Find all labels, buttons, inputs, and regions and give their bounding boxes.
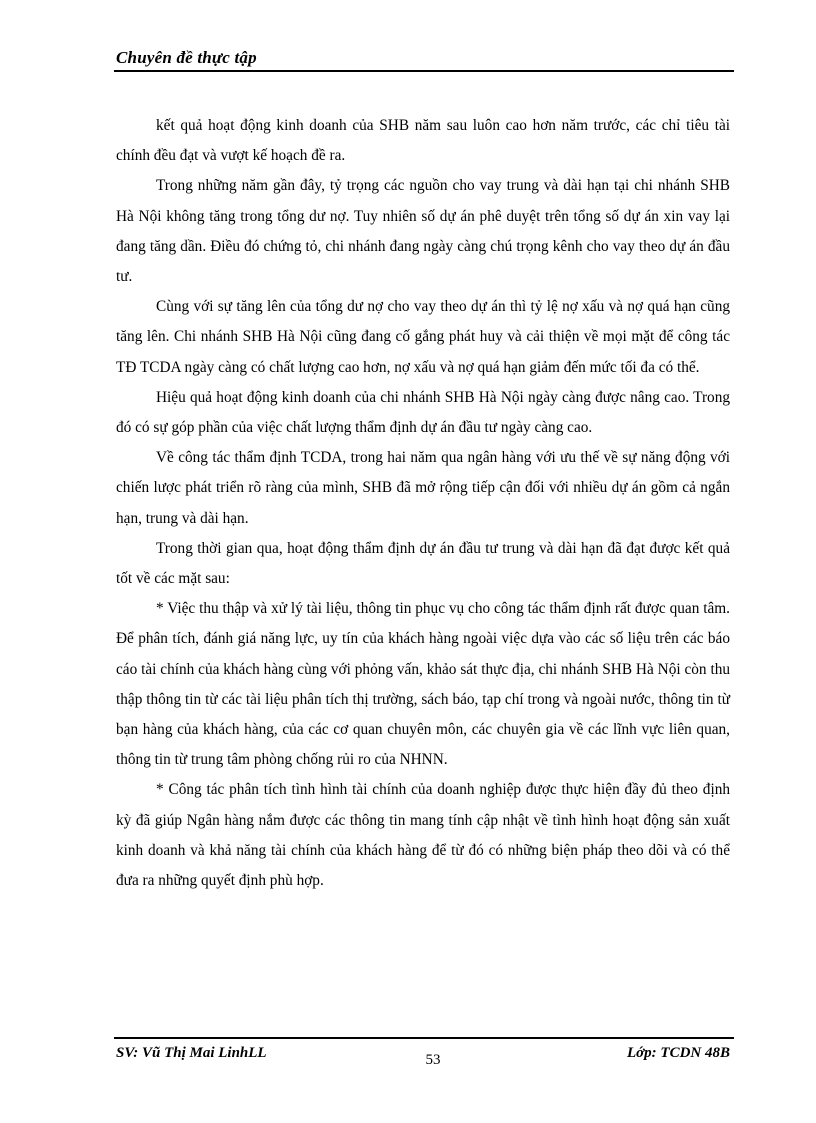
paragraph-6: Trong thời gian qua, hoạt động thẩm định dự án đầu tư trung và dài hạn đã đạt được kết quả tốt về các mặt sau:	[116, 539, 730, 588]
paragraph-1: kết quả hoạt động kinh doanh của SHB năm sau luôn cao hơn năm trước, các chỉ tiêu tài chính đều đạt và vượt kế hoạch đề ra.	[116, 117, 730, 165]
paragraph-8: * Công tác phân tích tình hình tài chính của doanh nghiệp được thực hiện đầy đủ theo định kỳ đã giúp Ngân hàng nắm được các thông tin mang tính cập nhật về tình hình hoạt động sản xuất kinh doanh và khả năng tài chính của khách hàng để từ đó có những biện pháp theo dõi và có thể đưa ra những quyết định phù hợp.	[116, 781, 730, 890]
paragraph-5: Về công tác thẩm định TCDA, trong hai năm qua ngân hàng với ưu thế về sự năng động với chiến lược phát triển rõ ràng của mình, SHB đã mở rộng tiếp cận đối với nhiều dự án gồm cả ngắn hạn, trung và dài hạn.	[116, 449, 730, 527]
paragraph-7: * Việc thu thập và xử lý tài liệu, thông tin phục vụ cho công tác thẩm định rất được quan tâm. Để phân tích, đánh giá năng lực, uy tín của khách hàng ngoài việc dựa vào các số liệu trên các báo cáo tài chính của khách hàng cùng với phỏng vấn, khảo sát thực địa, chi nhánh SHB Hà Nội còn thu thập thông tin từ các tài liệu phân tích thị trường, sách báo, tạp chí trong và ngoài nước, thông tin từ bạn hàng của khách hàng, của các cơ quan chuyên môn, các chuyên gia về các lĩnh vực liên quan, thông tin từ trung tâm phòng chống rủi ro của NHNN.	[116, 600, 730, 769]
footer-class: Lớp: TCDN 48B	[626, 1045, 730, 1061]
header-rule	[114, 70, 734, 72]
header-title: Chuyên đề thực tập	[116, 48, 257, 67]
paragraph-2: Trong những năm gần đây, tỷ trọng các nguồn cho vay trung và dài hạn tại chi nhánh SHB Hà Nội không tăng trong tổng dư nợ. Tuy nhiên số dự án phê duyệt trên tổng số dự án xin vay lại đang tăng dần. Điều đó chứng tỏ, chi nhánh đang ngày càng chú trọng kênh cho vay theo dự án đầu tư.	[116, 177, 730, 286]
page-number: 53	[425, 1052, 441, 1068]
footer-rule	[114, 1037, 734, 1039]
paragraph-4: Hiệu quả hoạt động kinh doanh của chi nhánh SHB Hà Nội ngày càng được nâng cao. Trong đó có sự góp phần của việc chất lượng thẩm định dự án đầu tư ngày càng cao.	[116, 388, 730, 437]
paragraph-3: Cùng với sự tăng lên của tổng dư nợ cho vay theo dự án thì tỷ lệ nợ xấu và nợ quá hạn cũng tăng lên. Chi nhánh SHB Hà Nội cũng đang cố gắng phát huy và cải thiện về mọi mặt để công tác TĐ TCDA ngày càng có chất lượng cao hơn, nợ xấu và nợ quá hạn giảm đến mức tối đa có thể.	[116, 298, 730, 376]
body-text	[116, 111, 730, 896]
footer-student: SV: Vũ Thị Mai LinhLL	[116, 1045, 267, 1061]
